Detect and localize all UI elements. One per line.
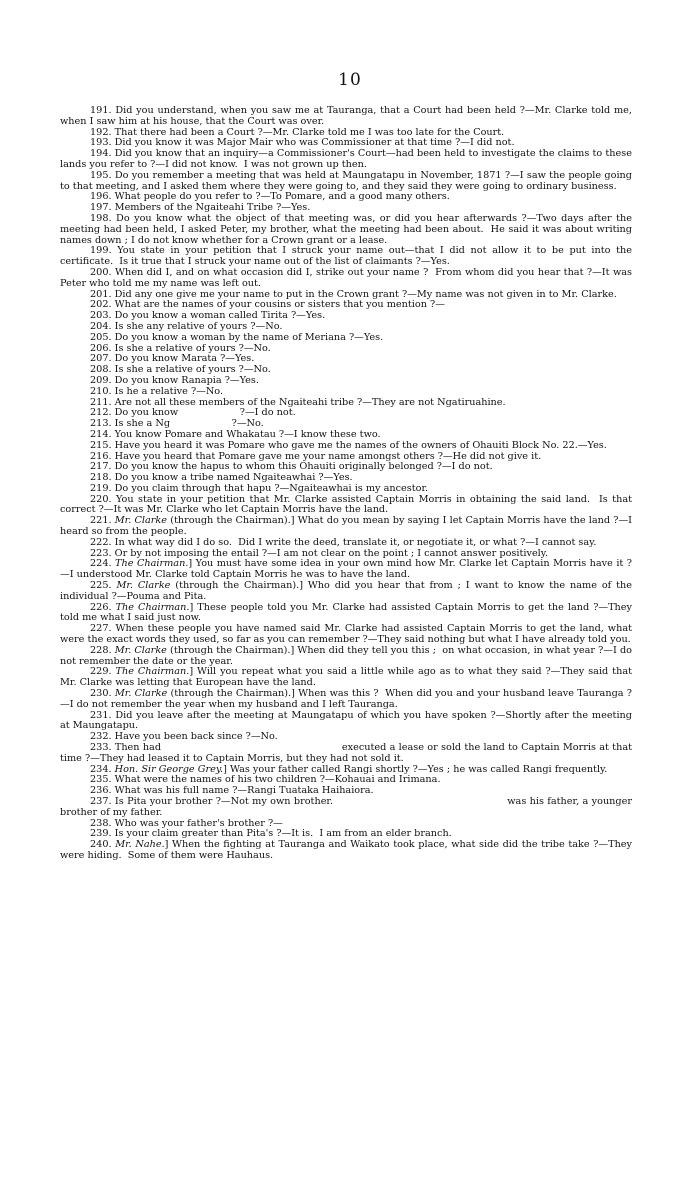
question-paragraph: 207. Do you know Marata ?—Yes. (90, 353, 255, 365)
speaker-name: Hon. Sir George Grey. (114, 763, 224, 775)
question-paragraph (60, 666, 636, 689)
question-number-and-text: 229. (90, 666, 116, 678)
question-number-and-text: 230. (90, 688, 115, 700)
question-paragraph: 236. What was his full name ?—Rangi Tuataka Haihaiora. (90, 785, 374, 797)
question-paragraph: 205. Do you know a woman by the name of Meriana ?—Yes. (90, 331, 384, 343)
speaker-name: The Chairman. (115, 558, 189, 570)
question-paragraph: 192. That there had been a Court ?—Mr. Clarke told me I was too late for the Court. (90, 126, 505, 138)
question-paragraph: 231. Did you leave after the meeting at Maungatapu of which you have spoken ?—Shortly after the meeting at Maungatapu. (60, 709, 636, 732)
question-paragraph: 232. Have you been back since ?—No. (90, 731, 278, 743)
question-paragraph: 217. Do you know the hapus to whom this Ohauiti originally belonged ?—I do not. (90, 461, 493, 473)
question-paragraph: 214. You know Pomare and Whakatau ?—I know these two. (90, 428, 381, 440)
question-paragraph: 235. What were the names of his two children ?—Kohauai and Irimana. (90, 774, 441, 786)
question-number-and-text: 221. (90, 515, 115, 527)
question-paragraph (60, 689, 632, 711)
question-paragraph: 198. Do you know what the object of that meeting was, or did you hear afterwards ?—Two days after the meeting had been held, I asked Peter, my brother, what the meeting had been about. He said it was about writing names down ; I do not know whether for a Crown grant or a lease. (60, 212, 636, 246)
question-paragraph: 199. You state in your petition that I struck your name out—that I did not allow it to be put into the certificate. Is it true that I struck your name out of the list of claimants ?—Yes. (60, 245, 636, 268)
question-paragraph (60, 839, 636, 862)
question-number-and-text: 225. (90, 580, 117, 592)
question-paragraph: 218. Do you know a tribe named Ngaiteawhai ?—Yes. (90, 472, 353, 484)
question-paragraph: 239. Is your claim greater than Pita's ?—It is. I am from an elder branch. (90, 828, 452, 840)
question-paragraph: 201. Did any one give me your name to put in the Crown grant ?—My name was not given in to Mr. Clarke. (90, 288, 617, 300)
question-paragraph: 209. Do you know Ranapia ?—Yes. (90, 374, 259, 386)
question-paragraph: 213. Is she a Ng ?—No. (90, 418, 264, 430)
speaker-name: Mr. Clarke (116, 580, 171, 592)
question-text: (through the Chairman).] When did they tell you this ; on what occasion, in what year ?—I do not remember the date or the year. (60, 644, 636, 667)
question-paragraph: 195. Do you remember a meeting that was held at Maungatapu in November, 1871 ?—I saw the people going to that meeting, and I asked them where they were going to, and they said they were going to ordinary business. (60, 169, 636, 192)
question-number-and-text: 224. (90, 558, 116, 570)
question-paragraph: 211. Are not all these members of the Ngaiteahi tribe ?—They are not Ngatiruahine. (90, 396, 506, 408)
speaker-name: Mr. Nahe. (115, 839, 165, 851)
question-number-and-text: 240. (90, 839, 116, 851)
question-number-and-text: 234. (90, 763, 115, 775)
page-number: 10 (338, 70, 362, 90)
question-paragraph: 210. Is he a relative ?—No. (90, 385, 224, 397)
question-paragraph (60, 559, 632, 581)
question-paragraph: 233. Then had executed a lease or sold the land to Captain Morris at that time ?—They had leased it to Captain Morris, but they had not sold it. (60, 742, 636, 764)
question-text: ] These people told you Mr. Clarke had assisted Captain Morris to get the land ?—They told me what I said just now. (60, 601, 636, 624)
question-paragraph: 202. What are the names of your cousins or sisters that you mention ?— (90, 299, 445, 311)
question-paragraph: 237. Is Pita your brother ?—Not my own brother. was his father, a younger brother of my father. (60, 796, 636, 818)
question-text: ] Was your father called Rangi shortly ?—Yes ; he was called Rangi frequently. (223, 763, 608, 775)
question-text: ] When the fighting at Tauranga and Waikato took place, what side did the tribe take ?—They were hiding. Some of them were Hauhaus. (60, 839, 636, 861)
question-paragraph: 216. Have you heard that Pomare gave me your name amongst others ?—He did not give it. (90, 450, 542, 462)
question-paragraph: 220. You state in your petition that Mr. Clarke assisted Captain Morris in obtaining the said land. Is that correct ?—It was Mr. Clarke who let Captain Morris have the land. (60, 493, 636, 516)
question-paragraph: 212. Do you know ?—I do not. (90, 407, 296, 419)
question-paragraph: 227. When these people you have named said Mr. Clarke had assisted Captain Morris to get the land, what were the exact words they used, so far as you can remember ?—They said nothing but what I have already told you. (60, 623, 636, 646)
question-text: ] Will you repeat what you said a little while ago as to what they said ?—They said that Mr. Clarke was letting that European have the land. (60, 666, 636, 689)
question-paragraph: 204. Is she any relative of yours ?—No. (90, 320, 283, 332)
question-paragraph: 206. Is she a relative of yours ?—No. (90, 342, 271, 354)
question-number-and-text: 228. (90, 644, 115, 656)
question-paragraph: 200. When did I, and on what occasion did I, strike out your name ? From whom did you hear that ?—It was Peter who told me my name was left out. (60, 266, 636, 289)
speaker-name: The Chairman. (115, 601, 190, 613)
transcript-body (60, 105, 636, 862)
question-number-and-text: 226. (90, 601, 116, 613)
question-paragraph (60, 601, 636, 625)
question-paragraph: 194. Did you know that an inquiry—a Commissioner's Court—had been held to investigate the claims to these lands you refer to ?—I did not know. I was not grown up then. (60, 148, 636, 170)
question-text: ] You must have some idea in your own mind how Mr. Clarke let Captain Morris have it ?—I understood Mr. Clarke told Captain Morris he was to have the land. (60, 558, 632, 581)
question-paragraph (60, 580, 636, 603)
question-paragraph: 197. Members of the Ngaiteahi Tribe ?—Yes. (90, 202, 311, 214)
speaker-name: Mr. Clarke (114, 688, 168, 700)
speaker-name: Mr. Clarke (114, 644, 167, 656)
speaker-name: The Chairman. (115, 666, 190, 678)
speaker-name: Mr. Clarke (114, 515, 168, 527)
question-paragraph: 223. Or by not imposing the entail ?—I am not clear on the point ; I cannot answer positively. (90, 547, 549, 559)
question-paragraph: 238. Who was your father's brother ?— (90, 817, 283, 829)
question-text: (through the Chairman).] Who did you hear that from ; I want to know the name of the individual ?—Pouma and Pita. (60, 580, 636, 602)
question-paragraph: 193. Did you know it was Major Mair who was Commissioner at that time ?—I did not. (90, 137, 515, 149)
question-paragraph (60, 644, 636, 668)
question-paragraph (60, 515, 636, 538)
question-text: (through the Chairman).] When was this ? When did you and your husband leave Tauranga ?—I do not remember the year when my husband and I left Tauranga. (60, 688, 632, 710)
question-paragraph: 196. What people do you refer to ?—To Pomare, and a good many others. (90, 191, 450, 203)
question-paragraph: 203. Do you know a woman called Tirita ?—Yes. (90, 310, 326, 322)
question-paragraph: 219. Do you claim through that hapu ?—Ngaiteawhai is my ancestor. (90, 482, 429, 494)
question-paragraph: 215. Have you heard it was Pomare who gave me the names of the owners of Ohauiti Block No. 22.—Yes. (90, 439, 607, 451)
question-paragraph: 208. Is she a relative of yours ?—No. (90, 364, 271, 376)
question-text: (through the Chairman).] What do you mean by saying I let Captain Morris have the land ?—I heard so from the people. (60, 515, 636, 538)
question-paragraph: 191. Did you understand, when you saw me at Tauranga, that a Court had been held ?—Mr. Clarke told me, when I saw him at his house, that the Court was over. (60, 105, 636, 127)
question-paragraph: 222. In what way did I do so. Did I write the deed, translate it, or negotiate it, or what ?—I cannot say. (90, 536, 597, 548)
